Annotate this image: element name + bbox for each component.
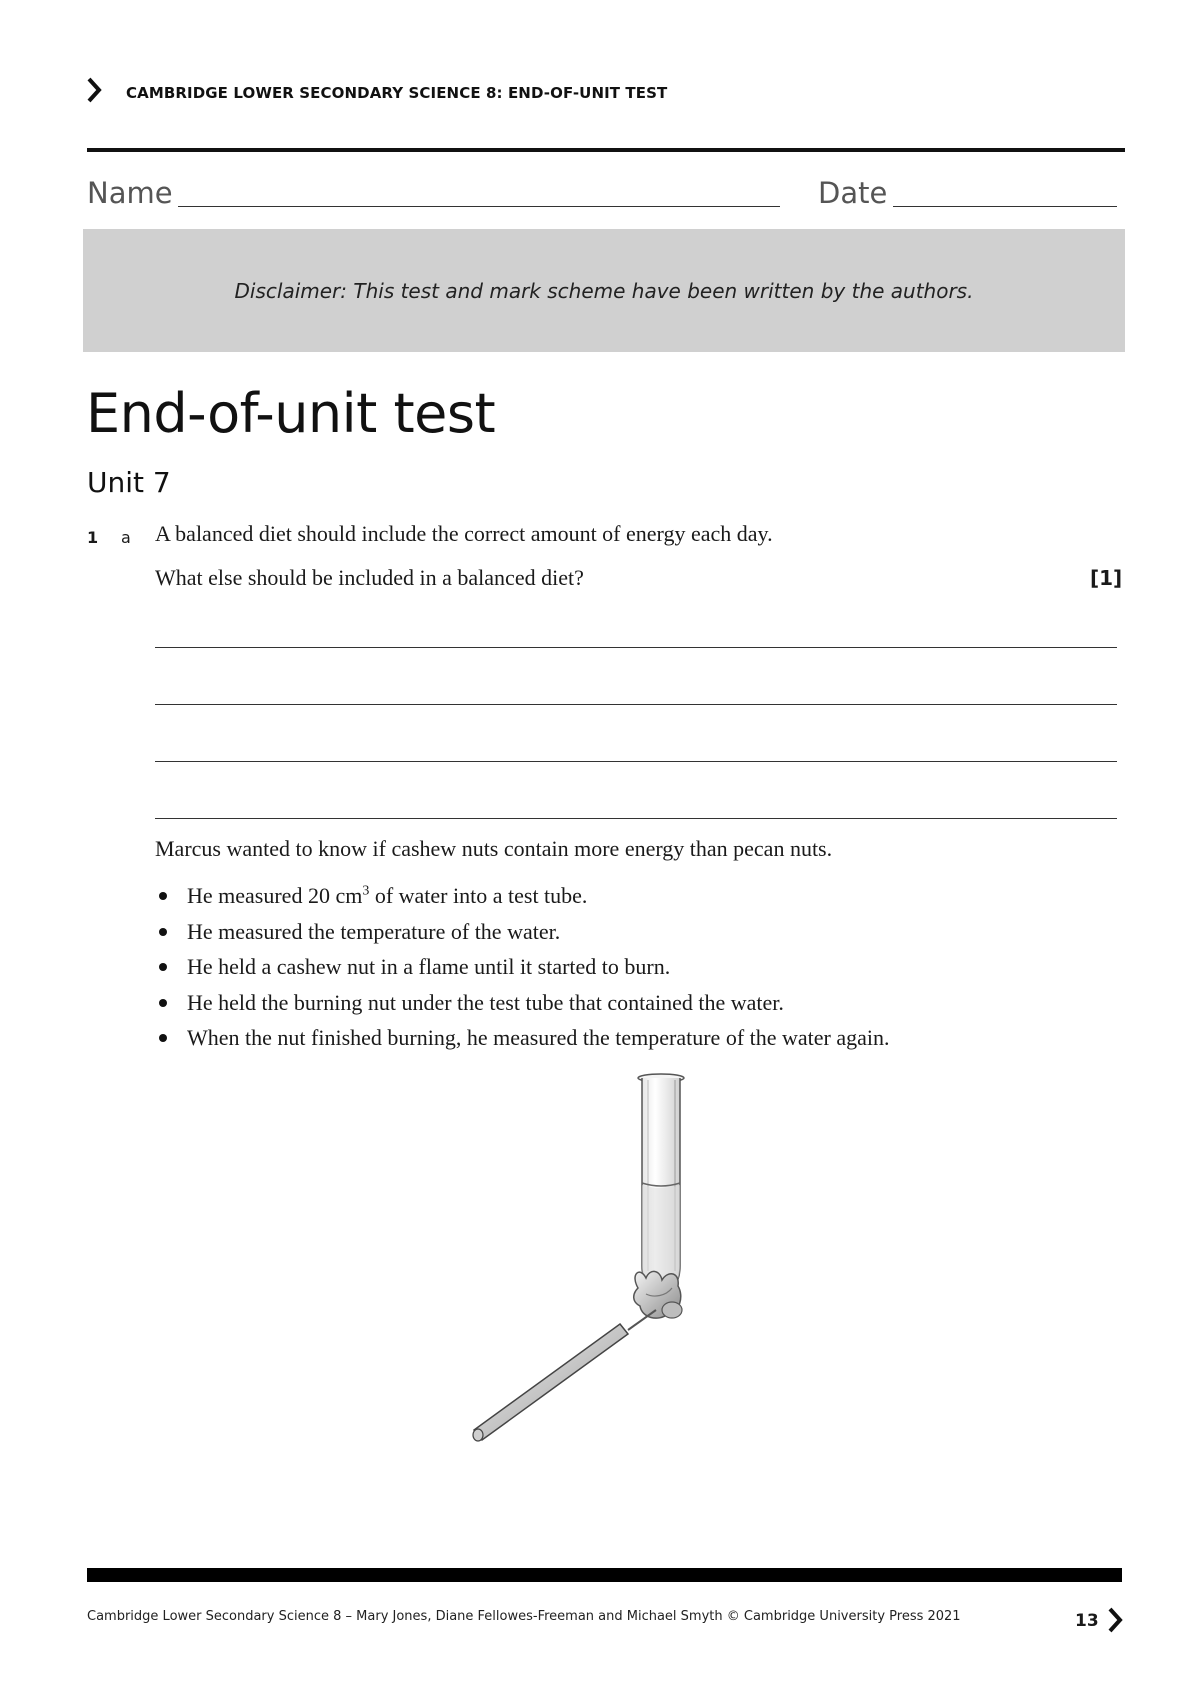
date-field[interactable]: [893, 206, 1117, 207]
mounted-needle: [473, 1310, 656, 1441]
answer-line[interactable]: [155, 761, 1117, 762]
step-text: He measured 20 cm: [187, 883, 363, 908]
question-marks: [1]: [1090, 566, 1123, 590]
bullet-icon: [159, 963, 167, 971]
step-text: When the nut finished burning, he measured the temperature of the water again.: [187, 1025, 890, 1050]
test-tube: [638, 1074, 684, 1290]
bullet-icon: [159, 928, 167, 936]
list-item: [155, 1020, 890, 1056]
header-rule: [87, 148, 1125, 152]
unit-heading: Unit 7: [87, 466, 171, 499]
step-text: He held a cashew nut in a flame until it started to burn.: [187, 954, 671, 979]
question-text: A balanced diet should include the correct amount of energy each day.: [155, 521, 773, 546]
bullet-icon: [159, 1034, 167, 1042]
chevron-right-icon: [1107, 1606, 1123, 1634]
footer-credit: Cambridge Lower Secondary Science 8 – Mary Jones, Diane Fellowes-Freeman and Michael Smyth © Cambridge University Press 2021: [87, 1609, 961, 1624]
page-number: 13: [1075, 1611, 1099, 1631]
experiment-intro: Marcus wanted to know if cashew nuts contain more energy than pecan nuts.: [155, 836, 833, 861]
list-item: [155, 914, 890, 950]
footer-rule: [87, 1568, 1122, 1582]
name-label: Name: [87, 176, 173, 210]
page-title: End-of-unit test: [86, 382, 496, 445]
bullet-icon: [159, 892, 167, 900]
list-item: [155, 985, 890, 1021]
disclaimer-box: [83, 229, 1125, 352]
name-field[interactable]: [178, 206, 780, 207]
answer-line[interactable]: [155, 704, 1117, 705]
header-title: CAMBRIDGE LOWER SECONDARY SCIENCE 8: END-OF-UNIT TEST: [126, 84, 668, 102]
disclaimer-text: Disclaimer: This test and mark scheme have been written by the authors.: [234, 278, 974, 303]
bullet-icon: [159, 999, 167, 1007]
answer-line[interactable]: [155, 818, 1117, 819]
question-part: a: [121, 528, 131, 547]
date-label: Date: [818, 176, 888, 210]
step-text: of water into a test tube.: [369, 883, 588, 908]
answer-line[interactable]: [155, 647, 1117, 648]
step-text: He held the burning nut under the test tube that contained the water.: [187, 989, 784, 1015]
question-number: 1: [87, 528, 99, 547]
method-steps-list: [155, 878, 890, 1056]
list-item: [155, 949, 890, 985]
superscript: 3: [362, 883, 370, 899]
question-prompt: What else should be included in a balanced diet?: [155, 565, 584, 590]
list-item: [155, 878, 890, 914]
test-tube-apparatus-illustration: [470, 1066, 750, 1486]
chevron-right-icon: [86, 76, 102, 104]
burning-nut: [634, 1271, 682, 1318]
step-text: He measured the temperature of the water.: [187, 918, 561, 944]
